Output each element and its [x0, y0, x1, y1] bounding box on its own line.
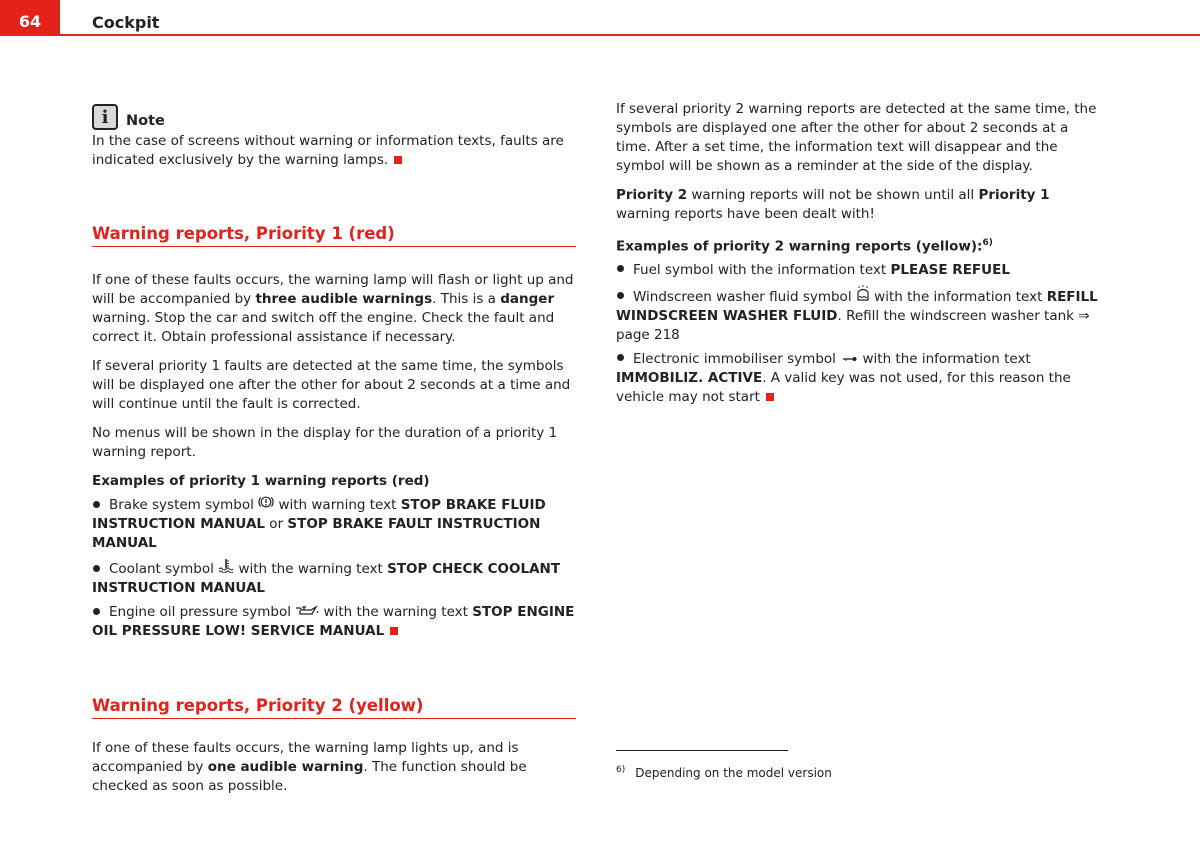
- item-text: . Refill the windscreen washer tank: [837, 307, 1079, 324]
- key-immobiliser-icon: [840, 353, 858, 363]
- item-text: with the information text: [869, 288, 1047, 305]
- priority1-para2: If several priority 1 faults are detected at the same time, the symbols will be displayed one after the other for about 2 seconds at a time and will continue until the fault is corrected.: [92, 358, 571, 412]
- priority2-heading: Warning reports, Priority 2 (yellow): [92, 696, 576, 719]
- item-bold: STOP ENGINE OIL PRESSURE LOW! SERVICE MANUAL: [92, 604, 575, 639]
- priority2-para3: [616, 186, 1104, 224]
- item-text: Coolant symbol: [109, 561, 219, 577]
- item-text: with warning text: [274, 497, 401, 513]
- footnote-rule: [616, 750, 788, 751]
- page-title: Cockpit: [92, 13, 160, 32]
- p1-text-c: warning. Stop the car and switch off the engine. Check the fault and correct it. Obtain professional assistance if necessary.: [92, 310, 555, 345]
- item-bold: REFILL WINDSCREEN WASHER FLUID: [616, 288, 1098, 324]
- note-body: [92, 132, 576, 170]
- p1-text-b: . This is a: [432, 291, 501, 307]
- item-text: with the warning text: [319, 604, 473, 620]
- page-number: 64: [0, 0, 60, 36]
- item-text: Windscreen washer fluid symbol: [633, 288, 856, 305]
- p3-text-b: warning reports have been dealt with!: [616, 206, 875, 222]
- left-column: [92, 104, 576, 806]
- oil-pressure-icon: [295, 604, 319, 616]
- list-item: [92, 603, 576, 641]
- item-text: Electronic immobiliser symbol: [633, 350, 841, 367]
- list-item: [616, 285, 1104, 345]
- note-header: [92, 104, 576, 130]
- p3-text-a: warning reports will not be shown until all: [687, 187, 979, 203]
- list-item: [92, 495, 576, 553]
- item-text: . A valid key was not used, for this reason the vehicle may not start: [616, 369, 1071, 405]
- end-marker-icon: [766, 393, 774, 401]
- priority1-para3: No menus will be shown in the display for the duration of a priority 1 warning report.: [92, 425, 558, 460]
- page-reference[interactable]: page 218: [616, 326, 680, 343]
- list-item: [616, 350, 1104, 407]
- list-item: [92, 558, 576, 598]
- p1-text-a: If one of these faults occurs, the warning lamp will flash or light up and will be accompanied by: [92, 272, 574, 307]
- item-text: with the information text: [858, 350, 1031, 367]
- priority2-examples-title: [616, 234, 1104, 257]
- page-ref-arrow-icon: ⇒: [1078, 307, 1090, 324]
- bullet-icon: [617, 265, 624, 272]
- item-bold: STOP BRAKE FAULT INSTRUCTION MANUAL: [92, 516, 541, 551]
- examples-title-text: Examples of priority 2 warning reports (yellow):: [616, 238, 983, 255]
- priority1-heading: Warning reports, Priority 1 (red): [92, 224, 576, 247]
- coolant-temperature-icon: [218, 558, 234, 573]
- note-body-text: In the case of screens without warning or information texts, faults are indicated exclusively by the warning lamps.: [92, 133, 564, 168]
- p2-text-a: If one of these faults occurs, the warning lamp lights up, and is accompanied by: [92, 740, 519, 775]
- p2-text-b: . The function should be checked as soon as possible.: [92, 759, 527, 794]
- priority2-para2: If several priority 2 warning reports are detected at the same time, the symbols are displayed one after the other for about 2 seconds at a time. After a set time, the information text will disappear and the symbol will be shown as a reminder at the side of the display.: [616, 101, 1097, 174]
- end-marker-icon: [394, 156, 402, 164]
- footnote-reference: 6): [982, 238, 993, 248]
- bullet-icon: [617, 354, 624, 361]
- priority1-para1: [92, 271, 576, 347]
- end-marker-icon: [390, 627, 398, 635]
- footnote-text: Depending on the model version: [635, 766, 832, 780]
- list-item: [616, 261, 1104, 280]
- info-icon: i: [92, 104, 118, 130]
- note-title: Note: [126, 113, 165, 129]
- p1-bold-a: three audible warnings: [255, 291, 433, 307]
- footnote-mark: 6): [616, 765, 626, 775]
- p3-bold-b: Priority 1: [978, 187, 1050, 203]
- bullet-icon: [93, 565, 100, 572]
- item-bold: STOP CHECK COOLANT INSTRUCTION MANUAL: [92, 561, 561, 596]
- right-column: [616, 100, 1104, 412]
- item-text: Engine oil pressure symbol: [109, 604, 296, 620]
- item-bold: PLEASE REFUEL: [890, 261, 1010, 278]
- bullet-icon: [617, 292, 624, 299]
- item-text: or: [265, 516, 288, 532]
- priority1-examples-title: Examples of priority 1 warning reports (red): [92, 473, 430, 489]
- bullet-icon: [93, 608, 100, 615]
- bullet-icon: [93, 501, 100, 508]
- item-bold: IMMOBILIZ. ACTIVE: [616, 369, 763, 386]
- p1-bold-b: danger: [500, 291, 555, 307]
- p3-bold-a: Priority 2: [616, 187, 688, 203]
- washer-fluid-icon: [856, 285, 870, 301]
- brake-warning-icon: [258, 495, 274, 509]
- item-bold: STOP BRAKE FLUID INSTRUCTION MANUAL: [92, 497, 546, 532]
- priority2-para1: [92, 739, 576, 796]
- p2-bold-a: one audible warning: [207, 759, 364, 775]
- item-text: Brake system symbol: [109, 497, 259, 513]
- header-rule: [60, 34, 1200, 36]
- item-text: with the warning text: [234, 561, 388, 577]
- footnote: [616, 762, 832, 781]
- item-text: Fuel symbol with the information text: [633, 261, 891, 278]
